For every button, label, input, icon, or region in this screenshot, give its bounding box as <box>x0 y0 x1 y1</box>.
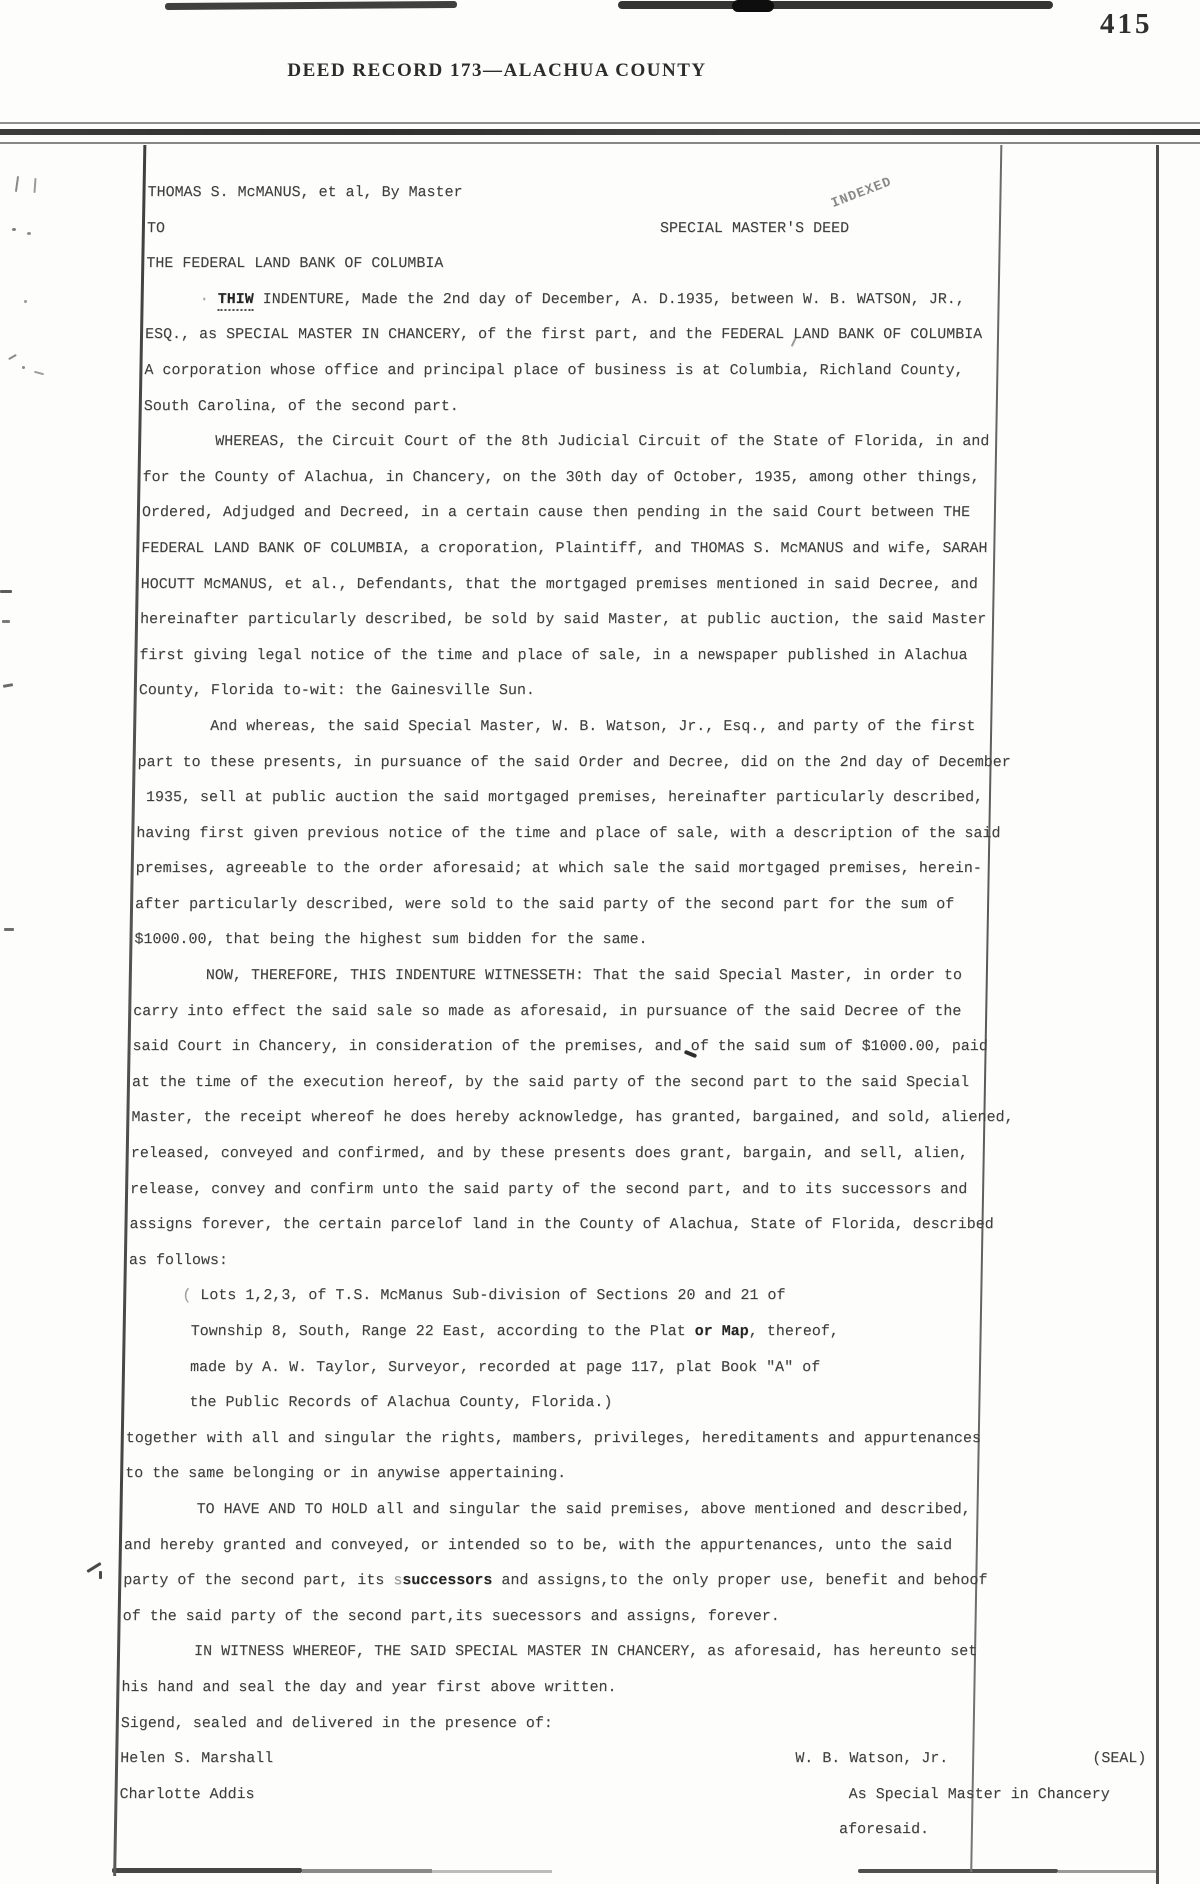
document-line: 1935, sell at public auction the said mortgaged premises, hereinafter particularly described, <box>136 789 984 807</box>
pencil-mark-icon <box>12 228 16 231</box>
pencil-mark-icon <box>2 620 10 623</box>
document-line: ( Lots 1,2,3, of T.S. McManus Sub-division of Sections 20 and 21 of <box>182 1287 786 1305</box>
document-line: Helen S. Marshall W. B. Watson, Jr. (SEAL) <box>120 1750 1147 1768</box>
document-line: County, Florida to-wit: the Gainesville Sun. <box>138 682 536 700</box>
document-line: South Carolina, of the second part. <box>143 397 460 415</box>
pencil-mark-icon <box>24 300 27 303</box>
document-line: Ordered, Adjudged and Decreed, in a certain cause then pending in the said Court between THE <box>141 504 971 522</box>
document-line: first giving legal notice of the time and place of sale, in a newspaper published in Alachua <box>139 646 968 664</box>
document-line: · THIW INDENTURE, Made the 2nd day of December, A. D.1935, between W. B. WATSON, JR., <box>145 282 1172 318</box>
document-line: THOMAS S. McMANUS, et al, By Master <box>147 184 463 201</box>
deed-text <box>119 175 1174 1848</box>
document-line: HOCUTT McMANUS, et al., Defendants, that the mortgaged premises mentioned in said Decree, and <box>140 575 978 593</box>
document-line: Township 8, South, Range 22 East, according to the Plat or Map, thereof, <box>127 1323 839 1340</box>
document-line: aforesaid. <box>118 1821 930 1839</box>
document-line: IN WITNESS WHEREOF, THE SAID SPECIAL MASTER IN CHANCERY, as aforesaid, has hereunto set <box>121 1643 978 1661</box>
document-line: Charlotte Addis As Special Master in Chancery <box>119 1785 1110 1803</box>
document-line: TO SPECIAL MASTER'S DEED <box>146 219 850 237</box>
document-line: party of the second part, its ssuccessors and assigns,to the only proper use, benefit and behoof <box>123 1572 988 1590</box>
document-line: WHEREAS, the Circuit Court of the 8th Judicial Circuit of the State of Florida, in and <box>143 433 990 451</box>
document-line: hereinafter particularly described, be sold by said Master, at public auction, the said Master <box>139 611 987 629</box>
document-line: ESQ., as SPECIAL MASTER IN CHANCERY, of the first part, and the FEDERAL LAND BANK OF COLUMBIA <box>144 326 983 344</box>
document-line: THE FEDERAL LAND BANK OF COLUMBIA <box>146 255 444 273</box>
document-line: said Court in Chancery, in consideration of the premises, and of the said sum of $1000.00, paid <box>132 1038 988 1056</box>
document-line: carry into effect the said sale so made as aforesaid, in pursuance of the said Decree of the <box>133 1002 962 1020</box>
pencil-mark-icon <box>0 590 12 593</box>
document-line: as follows: <box>128 1251 229 1269</box>
page-header-title: DEED RECORD 173—ALACHUA COUNTY <box>287 60 707 81</box>
document-line: Sigend, sealed and delivered in the presence of: <box>120 1714 554 1732</box>
document-line: release, convey and confirm unto the said party of the second part, and to its successors and <box>129 1180 968 1198</box>
document-line: And whereas, the said Special Master, W. B. Watson, Jr., Esq., and party of the first <box>138 717 976 735</box>
document-line: A corporation whose office and principal place of business is at Columbia, Richland County, <box>144 361 964 379</box>
document-line: released, conveyed and confirmed, and by these presents does grant, bargain, and sell, alien, <box>130 1145 969 1163</box>
document-line: TO HAVE AND TO HOLD all and singular the said premises, above mentioned and described, <box>124 1500 971 1518</box>
pencil-mark-icon <box>3 683 13 688</box>
document-line: to the same belonging or in anywise appertaining. <box>125 1465 567 1483</box>
document-line: and hereby granted and conveyed, or intended so to be, with the appurtenances, unto the said <box>123 1536 953 1554</box>
document-line: his hand and seal the day and year first above written. <box>121 1678 617 1696</box>
document-line: premises, agreeable to the order aforesaid; at which sale the said mortgaged premises, herein- <box>135 860 983 878</box>
pencil-mark-icon <box>4 928 14 931</box>
page-number: 415 <box>1100 8 1153 40</box>
document-line: NOW, THEREFORE, THIS INDENTURE WITNESSETH: That the said Special Master, in order to <box>133 967 963 985</box>
document-line: together with all and singular the rights, mambers, privileges, hereditaments and appurtenances <box>125 1429 982 1447</box>
pencil-mark-icon <box>15 176 19 192</box>
document-line: at the time of the execution hereof, by the said party of the second part to the said Special <box>131 1073 970 1091</box>
document-line: $1000.00, that being the highest sum bidden for the same. <box>134 931 648 949</box>
document-line: after particularly described, were sold to the said party of the second part for the sum of <box>134 895 955 913</box>
document-line: of the said party of the second part,its suecessors and assigns, forever. <box>122 1607 780 1625</box>
document-line: FEDERAL LAND BANK OF COLUMBIA, a croporation, Plaintiff, and THOMAS S. McMANUS and wife, SARAH <box>141 539 988 557</box>
pencil-mark-icon <box>22 366 25 369</box>
document-line: assigns forever, the certain parcelof land in the County of Alachua, State of Florida, described <box>129 1216 994 1234</box>
document-line: having first given previous notice of the time and place of sale, with a description of the said <box>136 824 1001 842</box>
pencil-mark-icon <box>8 354 17 360</box>
document-line: made by A. W. Taylor, Surveyor, recorded at page 117, plat Book "A" of <box>126 1358 821 1376</box>
document-line: for the County of Alachua, in Chancery, on the 30th day of October, 1935, among other things, <box>142 468 980 486</box>
indexed-stamp: INDEXED <box>829 175 895 212</box>
document-line: Master, the receipt whereof he does hereby acknowledge, has granted, bargained, and sold, aliened, <box>131 1109 1014 1127</box>
document-line: part to these presents, in pursuance of the said Order and Decree, did on the 2nd day of December <box>137 753 1011 771</box>
document-line: the Public Records of Alachua County, Florida.) <box>126 1394 613 1412</box>
